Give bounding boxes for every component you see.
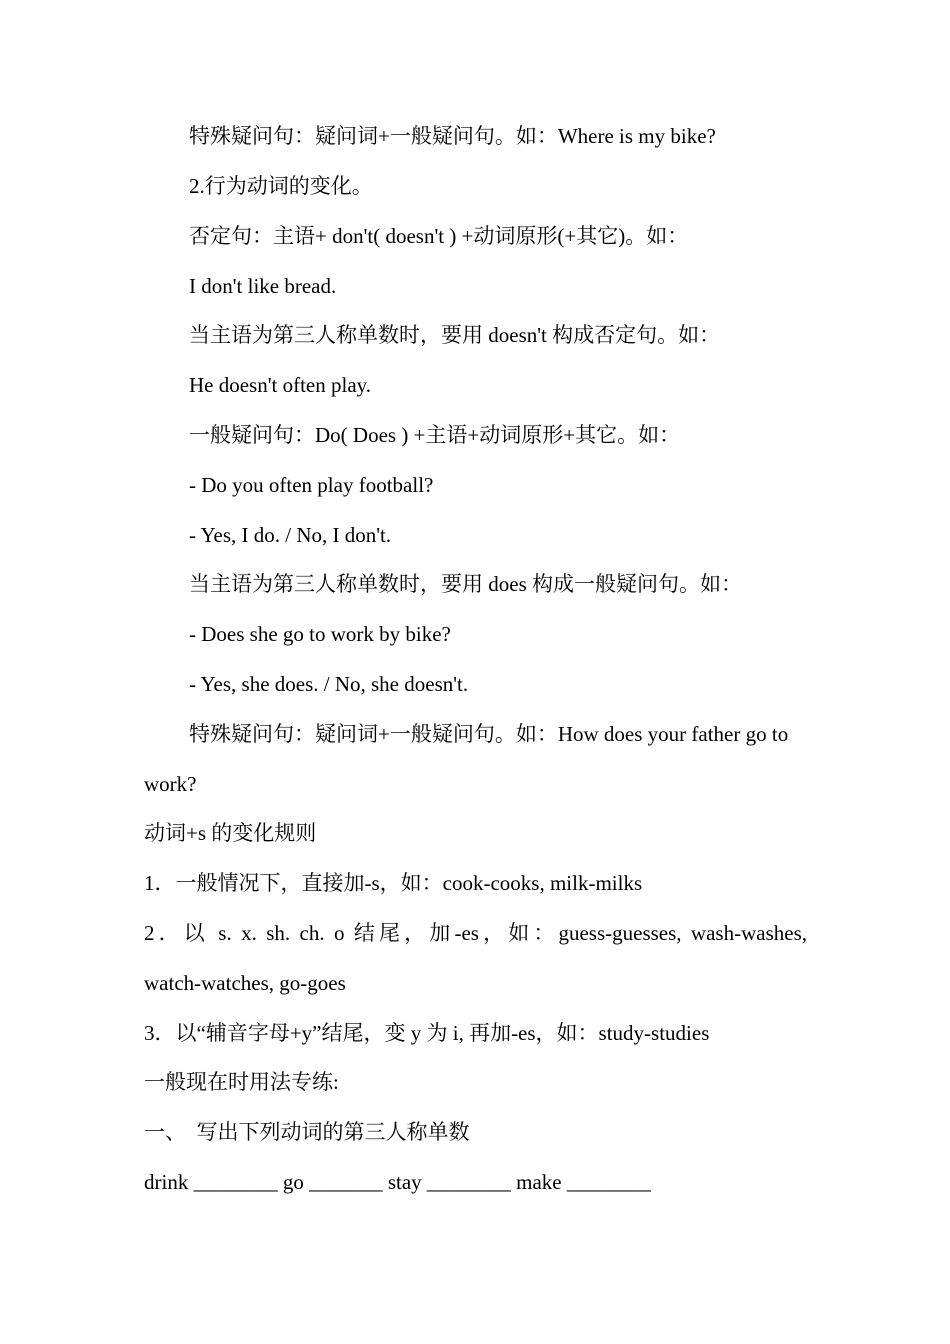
exercise-line: drink ________ go _______ stay ________ make ________ bbox=[144, 1170, 651, 1194]
text-line: work? bbox=[144, 772, 197, 796]
text-line: 当主语为第三人称单数时，要用 does 构成一般疑问句。如： bbox=[189, 572, 742, 596]
rule-item: 2．以 s. x. sh. ch. o 结尾，加-es，如：guess-guesses, wash-washes, bbox=[144, 921, 807, 945]
text-line: 当主语为第三人称单数时，要用 doesn't 构成否定句。如： bbox=[189, 323, 721, 347]
text-line: watch-watches, go-goes bbox=[144, 971, 346, 995]
section-heading: 一般现在时用法专练: bbox=[144, 1070, 339, 1094]
text-line: 特殊疑问句：疑问词+一般疑问句。如：Where is my bike? bbox=[189, 124, 716, 148]
text-line: - Do you often play football? bbox=[189, 473, 434, 497]
text-line: 特殊疑问句：疑问词+一般疑问句。如：How does your father go to bbox=[189, 722, 789, 746]
text-line: - Yes, she does. / No, she doesn't. bbox=[189, 672, 469, 696]
rule-item: 3．以“辅音字母+y”结尾，变 y 为 i, 再加-es，如：study-studies bbox=[144, 1021, 710, 1045]
exercise-heading: 一、 写出下列动词的第三人称单数 bbox=[144, 1120, 470, 1144]
text-line: - Does she go to work by bike? bbox=[189, 622, 451, 646]
text-line: 否定句：主语+ don't( doesn't ) +动词原形(+其它)。如： bbox=[189, 224, 689, 248]
text-line: I don't like bread. bbox=[189, 274, 337, 298]
text-line: - Yes, I do. / No, I don't. bbox=[189, 523, 392, 547]
section-heading: 动词+s 的变化规则 bbox=[144, 821, 317, 845]
rule-item: 1．一般情况下，直接加-s，如：cook-cooks, milk-milks bbox=[144, 871, 643, 895]
text-line: 一般疑问句：Do( Does ) +主语+动词原形+其它。如： bbox=[189, 423, 681, 447]
text-line: He doesn't often play. bbox=[189, 373, 372, 397]
text-line: 2.行为动词的变化。 bbox=[189, 174, 373, 198]
